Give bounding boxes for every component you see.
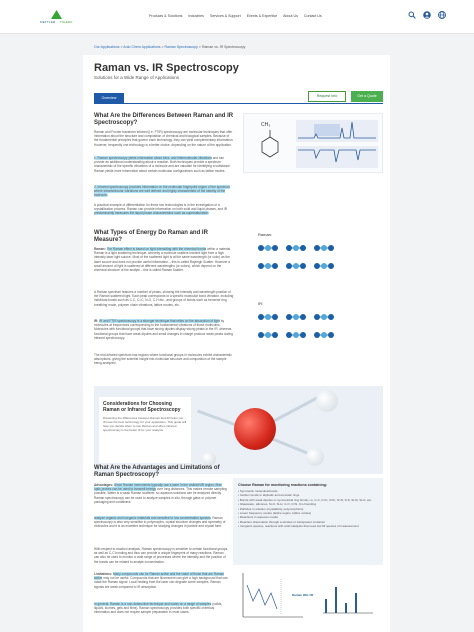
search-icon[interactable] — [408, 11, 416, 19]
content-card — [83, 55, 390, 632]
brand-logo[interactable] — [40, 10, 74, 28]
spectrometer-brand: Raman 909 / IR — [292, 593, 314, 597]
section3-paragraph-1: Advantages: Since Raman instruments typically use a laser in the visible/NIR region, fiber optic probes can be used to transmit energy over long distances. This makes remote sampling possible. Water is a weak Raman scatterer, so aqueous solutions can be analyzed directly. Raman spectroscopy can be used to analyze samples in situ, through glass or polymer packaging and containers. — [94, 483, 227, 504]
logo-text-mettler: METTLER — [40, 20, 56, 24]
molecule-sphere-white — [316, 390, 338, 412]
nav-industries[interactable]: Industries — [188, 14, 204, 18]
list-item: • Reaction observation through a window or transparent container — [238, 520, 378, 524]
breadcrumb-item-applications[interactable]: Our Applications — [94, 45, 120, 49]
section1-paragraph-2: 1. Raman spectroscopy yields information about intra- and intermolecular vibrations and can provide an additional understanding about a reaction. Both techniques provide a spectrum characteristic of the specific vibrations of a molecule and are valuable for identifying a substance. Raman yields more information about certain molecular configurations such as lattice modes. — [94, 156, 231, 173]
molecule-icon — [258, 260, 278, 272]
list-item: • Glassware, silicones, Si-O, Si-H, C-O, C=N, O-H bending — [238, 502, 378, 506]
section3-paragraph-5: In general, Raman is a non-destructive technique and works on a range of samples (solids, liquids, slurries, gels and films). Raman spectroscopy provides both specific chemical information and does not require sample preparation in most cases. — [94, 602, 223, 615]
molecule-icon — [314, 311, 334, 323]
raman-choice-list — [238, 489, 378, 529]
list-item: • Reactions in aqueous media — [238, 515, 378, 519]
main-nav — [149, 14, 322, 18]
promo-title: Considerations for Choosing Raman or Infrared Spectroscopy — [103, 401, 181, 413]
nav-events[interactable]: Events & Expertise — [246, 14, 278, 18]
section3-paragraph-2: analyze organic and inorganic materials and sensitive to low concentration species. Raman spectroscopy is also very sensitive to polymorphs, crystal structure changes and symmetry of molecules and it is an excellent technique for studying changes in particle and crystal form. — [94, 516, 226, 529]
list-item: • Particles in solution (crystallinity, polymorphism) — [238, 507, 378, 511]
header-icons — [408, 11, 446, 19]
raman-molecules — [258, 242, 334, 254]
tab-overview[interactable]: Overview — [94, 93, 124, 103]
molecule-icon — [286, 311, 306, 323]
molecule-icon — [258, 329, 278, 341]
list-item: • Bonds with weak dipoles or symmetrical ring bonds, i.e. C-C, C=C, C≡C, N=N, S-S, Si-Si, Si-O, etc. — [238, 498, 378, 502]
section3-paragraph-3: With respect to reaction analysis, Raman spectroscopy is sensitive to certain functional groups, as well as C-C bonding and thus can provide a unique fingerprint of many reactions. Raman can also be used to monitor a wide range of processes where the intensity and the position of the bands can be related to analyte concentration. — [94, 547, 229, 564]
page-subtitle: Solutions for a Wide Range of Applications — [94, 75, 180, 80]
molecule-icon — [314, 260, 334, 272]
molecule-sphere-red — [234, 408, 276, 450]
list-item: • Carbon bonds in aliphatic and aromatic rings — [238, 493, 378, 497]
ir-molecules-row2 — [258, 329, 334, 341]
raman-label: Raman: — [258, 232, 273, 237]
molecule-sphere-white — [202, 452, 216, 466]
list-item: • Lower frequency modes (lattice region, lattice modes) — [238, 511, 378, 515]
section3-paragraph-4: Limitations: Many compounds can be Raman active and the value of those that are Raman active may not be useful. Compounds that are fluorescent can give a high background that can mask the Raman signal. Local heating from the laser can degrade some samples. Raman signals are weak compared to IR absorption. — [94, 572, 228, 589]
nav-products[interactable]: Products & Solutions — [149, 14, 183, 18]
list-item: • Inorganic species, reactions with solid catalysts that need low IR species of measurement — [238, 524, 378, 528]
molecule-icon — [314, 329, 334, 341]
section2-highlight-raman: The Raman effect is based on light interacting with the chemical bonds — [106, 247, 207, 251]
molecule-sphere-white — [306, 448, 324, 466]
section1-highlight-raman: 1. Raman spectroscopy yields information about intra- and intermolecular vibrations — [94, 156, 212, 160]
site-header — [0, 0, 474, 34]
section3-highlight-advantages: Since Raman instruments typically use a laser in the visible/NIR region, fiber optic probes can be used to transmit energy — [94, 483, 222, 492]
globe-icon[interactable] — [438, 11, 446, 19]
section3-highlight-limitations: Many compounds can be Raman active and the value of those that are Raman active — [94, 572, 225, 581]
nav-services[interactable]: Services & Support — [209, 14, 241, 18]
molecule-icon — [258, 242, 278, 254]
section1-heading: What Are the Differences Between Raman and IR Spectroscopy? — [94, 113, 234, 126]
breadcrumb: Our Applications > Auto Chem Applications > Raman Spectroscopy > Raman vs. IR Spectroscopy — [94, 45, 246, 49]
section1-paragraph-3 — [94, 185, 234, 198]
nav-about[interactable]: About Us — [283, 14, 298, 18]
get-quote-button[interactable]: Get a Quote — [351, 91, 383, 102]
section1-paragraph-1: Raman and Fourier transform infrared (i.e. FTIR) spectroscopy are molecular techniques that offer information about the structure and composition of chemical and biological samples. Because of the fundamental principles that govern each technology, they can yield complementary information. However, frequently one technology is a better choice, depending on the nature of the application. — [94, 130, 234, 147]
spectrum-figure — [243, 113, 383, 173]
request-info-button[interactable]: Request Info — [308, 91, 346, 102]
promo-banner[interactable] — [94, 386, 383, 474]
raman-choice-title: Choose Raman for monitoring reactions containing: — [238, 483, 328, 487]
section2-paragraph-2: A Raman spectrum features a number of peaks, showing the intensity and wavelength position of the Raman scattered light. Each peak corresponds to a specific molecular bond vibration, including individual bonds such as C-C, C=C, N-O, C-H etc., and groups of bonds such as benzene ring breathing mode, polymer chain vibrations, lattice modes, etc. — [94, 290, 234, 307]
raman-molecules-row2 — [258, 260, 334, 272]
list-item: • Symmetric molecules/bonds — [238, 489, 378, 493]
nav-contact[interactable]: Contact Us — [303, 14, 322, 18]
molecule-icon — [286, 260, 306, 272]
section2-heading: What Types of Energy Do Raman and IR Measure? — [94, 230, 208, 243]
section3-highlight-organic: analyze organic and inorganic materials and sensitive to low concentration species. — [94, 516, 212, 520]
breadcrumb-item-autochem[interactable]: Auto Chem Applications — [123, 45, 161, 49]
ir-label: IR: — [258, 301, 264, 306]
molecule-icon — [314, 242, 334, 254]
promo-textbox — [99, 397, 191, 463]
formula-label: CH₃ — [261, 122, 271, 128]
section1-paragraph-4: A practical example of differentiation for these two technologies is in the investigation of a crystallization process. Raman can provide information on both solid and liquid phases, and IR predominantly measures the liquid phase characteristics such as supersaturation. — [94, 203, 228, 216]
section3-highlight-nondestructive: In general, Raman is a non-destructive technique and works on a range of samples — [94, 602, 212, 606]
breadcrumb-item-raman[interactable]: Raman Spectroscopy — [164, 45, 198, 49]
section1-highlight-ir: 2. Infrared spectroscopy provides information on the molecular fingerprint region of the spectrum where intramolecular vibrations are well defined and highly characteristic of the identity of the molecule. — [94, 185, 230, 198]
molecule-spectrum-graphic — [244, 114, 384, 174]
tab-underline — [94, 103, 383, 104]
logo-text-toledo: TOLEDO — [60, 20, 73, 24]
section2-paragraph-1: Raman: The Raman effect is based on light interacting with the chemical bonds within a material. Raman is a light scattering technique, whereby a molecule scatters incident light from a high intensity laser light source. Most of the scattered light is at the same wavelength (or color) as the laser source and does not provide useful information – this is called Rayleigh Scatter. However a small amount of light is scattered at different wavelengths (or colors), which depend on the chemical structure of the analyte – this is called Raman Scatter. — [94, 247, 232, 273]
page-title: Raman vs. IR Spectroscopy — [94, 62, 239, 74]
promo-text: Dissecting the differences between Raman and IR helps you choose the best technology for your application. This guide will help you decide when to use Raman and when infrared spectroscopy is the better fit for your analysis. — [103, 416, 187, 432]
section1-highlight-liquid: predominantly measures the liquid phase characteristics such as supersaturation. — [94, 211, 209, 216]
section2-paragraph-4: The mid-infrared spectrum has regions where functional groups in molecules exhibit characteristic absorptions, giving the scientist insight into molecular structure and composition of the sample being analyzed. — [94, 353, 232, 366]
section2-paragraph-3: IR: IR and FTIR spectroscopy is a stronger technique that relies on the absorption of light by molecules at frequencies corresponding to the fundamental vibrations of those molecules. Molecules with functional groups that have strong dipoles display strong peaks in the IR, whereas functional groups that have weak dipoles and small changes in charge produce weak peaks during infrared spectroscopy. — [94, 319, 233, 340]
breadcrumb-current: Raman vs. IR Spectroscopy — [201, 45, 246, 49]
ir-molecules — [258, 311, 334, 323]
molecule-icon — [286, 242, 306, 254]
molecule-icon — [286, 329, 306, 341]
section2-highlight-ir: IR and FTIR spectroscopy is a stronger technique that relies on the absorption of light — [99, 319, 220, 323]
logo-triangle-icon — [51, 10, 62, 19]
molecule-icon — [258, 311, 278, 323]
user-icon[interactable] — [423, 11, 431, 19]
section3-heading: What Are the Advantages and Limitations of Raman Spectroscopy? — [94, 465, 220, 478]
